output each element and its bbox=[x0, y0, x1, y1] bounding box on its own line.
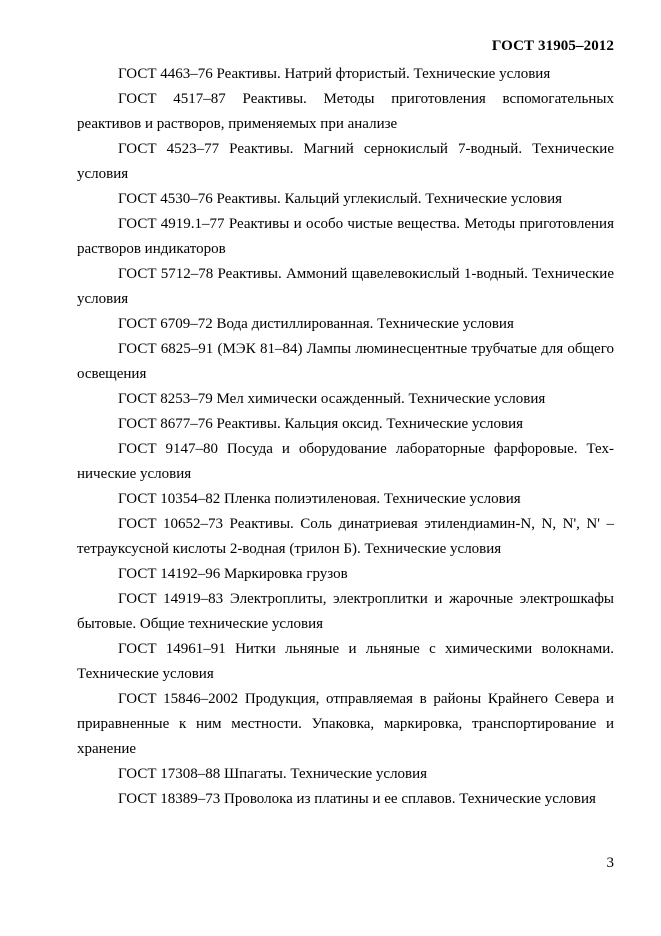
reference-gost-6709: ГОСТ 6709–72 Вода дистиллированная. Технические условия bbox=[118, 316, 514, 332]
reference-gost-4463: ГОСТ 4463–76 Реактивы. Натрий фтористый. Технические условия bbox=[118, 66, 551, 82]
reference-gost-8253: ГОСТ 8253–79 Мел химически осажденный. Технические условия bbox=[118, 391, 546, 407]
reference-gost-8677: ГОСТ 8677–76 Реактивы. Кальция оксид. Технические условия bbox=[118, 416, 524, 432]
reference-gost-18389: ГОСТ 18389–73 Проволока из платины и ее сплавов. Технические условия bbox=[118, 791, 596, 807]
reference-gost-4517: ГОСТ 4517–87 Реактивы. Методы приготовления вспомогательных реактивов и растворов, применяемых при анализе bbox=[77, 91, 614, 132]
normative-references-list bbox=[77, 62, 614, 812]
reference-gost-15846: ГОСТ 15846–2002 Продукция, отправляемая в районы Крайнего Севера и приравненные к ним местности. Упаковка, маркировка, транспортирование и хранение bbox=[77, 691, 614, 757]
reference-gost-5712: ГОСТ 5712–78 Реактивы. Аммоний щавелевокислый 1-водный. Технические условия bbox=[77, 266, 614, 307]
reference-gost-14961: ГОСТ 14961–91 Нитки льняные и льняные с химическими волокнами. Технические условия bbox=[77, 641, 614, 682]
reference-gost-4919-1: ГОСТ 4919.1–77 Реактивы и особо чистые вещества. Методы приготовления растворов индикаторов bbox=[77, 216, 614, 257]
reference-gost-9147: ГОСТ 9147–80 Посуда и оборудование лабораторные фарфоровые. Технические условия bbox=[77, 441, 614, 482]
reference-gost-14192: ГОСТ 14192–96 Маркировка грузов bbox=[118, 566, 348, 582]
reference-gost-17308: ГОСТ 17308–88 Шпагаты. Технические условия bbox=[118, 766, 428, 782]
reference-gost-4530: ГОСТ 4530–76 Реактивы. Кальций углекислый. Технические условия bbox=[118, 191, 563, 207]
reference-gost-10652: ГОСТ 10652–73 Реактивы. Соль динатриевая этилендиамин-N, N, N', N' – тетрауксусной кислоты 2-водная (трилон Б). Технические условия bbox=[77, 516, 614, 557]
reference-gost-4523: ГОСТ 4523–77 Реактивы. Магний сернокислый 7-водный. Технические условия bbox=[77, 141, 614, 182]
page-number: 3 bbox=[606, 855, 614, 871]
document-header: ГОСТ 31905–2012 bbox=[491, 38, 614, 54]
reference-gost-6825: ГОСТ 6825–91 (МЭК 81–84) Лампы люминесцентные трубчатые для общего освещения bbox=[77, 341, 614, 382]
reference-gost-10354: ГОСТ 10354–82 Пленка полиэтиленовая. Технические условия bbox=[118, 491, 521, 507]
reference-gost-14919: ГОСТ 14919–83 Электроплиты, электроплитки и жарочные электрошкафы бытовые. Общие технические условия bbox=[77, 591, 614, 632]
